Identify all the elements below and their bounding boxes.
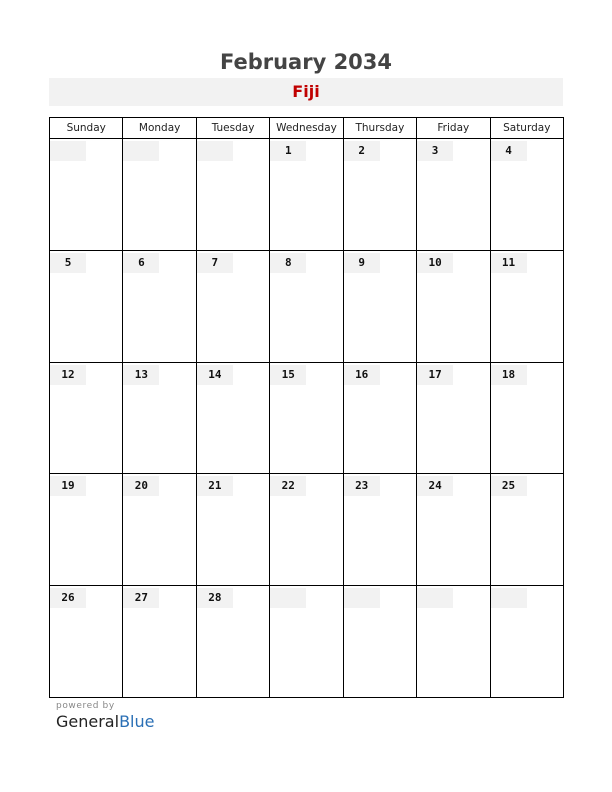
day-number: 11 xyxy=(491,253,527,273)
day-cell[interactable] xyxy=(123,250,196,362)
day-cell[interactable] xyxy=(50,474,123,586)
day-number: 22 xyxy=(270,476,306,496)
day-cell[interactable] xyxy=(343,474,416,586)
day-cell[interactable] xyxy=(50,250,123,362)
empty-day-box xyxy=(491,588,527,608)
day-cell[interactable] xyxy=(270,474,343,586)
day-cell[interactable] xyxy=(490,250,563,362)
day-cell[interactable] xyxy=(123,474,196,586)
weekday-friday: Friday xyxy=(417,118,490,139)
weekday-saturday: Saturday xyxy=(490,118,563,139)
day-number: 24 xyxy=(417,476,453,496)
day-number: 13 xyxy=(123,365,159,385)
day-number: 8 xyxy=(270,253,306,273)
day-number: 2 xyxy=(344,141,380,161)
weekday-thursday: Thursday xyxy=(343,118,416,139)
country-name: Fiji xyxy=(292,82,320,101)
day-number: 25 xyxy=(491,476,527,496)
day-cell[interactable] xyxy=(490,362,563,474)
day-cell[interactable] xyxy=(490,474,563,586)
day-cell[interactable] xyxy=(50,139,123,251)
day-cell[interactable] xyxy=(123,139,196,251)
week-row xyxy=(50,139,564,251)
day-number: 14 xyxy=(197,365,233,385)
day-cell[interactable] xyxy=(196,362,269,474)
day-cell[interactable] xyxy=(196,586,269,698)
day-cell[interactable] xyxy=(417,139,490,251)
empty-day-box xyxy=(417,588,453,608)
empty-day-box xyxy=(344,588,380,608)
day-number: 26 xyxy=(50,588,86,608)
weekday-header-row xyxy=(50,118,564,139)
day-number: 12 xyxy=(50,365,86,385)
empty-day-box xyxy=(197,141,233,161)
day-number: 19 xyxy=(50,476,86,496)
day-cell[interactable] xyxy=(270,139,343,251)
week-row xyxy=(50,362,564,474)
day-cell[interactable] xyxy=(417,474,490,586)
day-cell[interactable] xyxy=(417,586,490,698)
calendar-grid xyxy=(49,117,564,698)
weekday-wednesday: Wednesday xyxy=(270,118,343,139)
day-cell[interactable] xyxy=(270,250,343,362)
day-number: 27 xyxy=(123,588,159,608)
day-cell[interactable] xyxy=(343,139,416,251)
day-number: 4 xyxy=(491,141,527,161)
week-row xyxy=(50,586,564,698)
day-number: 17 xyxy=(417,365,453,385)
day-cell[interactable] xyxy=(270,586,343,698)
day-number: 1 xyxy=(270,141,306,161)
day-number: 15 xyxy=(270,365,306,385)
brand-logo[interactable] xyxy=(56,712,256,732)
day-number: 20 xyxy=(123,476,159,496)
day-cell[interactable] xyxy=(196,139,269,251)
week-row xyxy=(50,474,564,586)
day-cell[interactable] xyxy=(417,250,490,362)
empty-day-box xyxy=(270,588,306,608)
footer-branding xyxy=(56,700,256,736)
day-cell[interactable] xyxy=(270,362,343,474)
day-cell[interactable] xyxy=(490,139,563,251)
empty-day-box xyxy=(50,141,86,161)
weekday-monday: Monday xyxy=(123,118,196,139)
day-cell[interactable] xyxy=(490,586,563,698)
day-number: 9 xyxy=(344,253,380,273)
day-number: 23 xyxy=(344,476,380,496)
day-cell[interactable] xyxy=(50,586,123,698)
day-cell[interactable] xyxy=(123,586,196,698)
day-number: 18 xyxy=(491,365,527,385)
day-number: 21 xyxy=(197,476,233,496)
day-number: 10 xyxy=(417,253,453,273)
weekday-tuesday: Tuesday xyxy=(196,118,269,139)
day-cell[interactable] xyxy=(417,362,490,474)
day-cell[interactable] xyxy=(343,250,416,362)
empty-day-box xyxy=(123,141,159,161)
brand-blue: Blue xyxy=(119,712,155,731)
calendar-body xyxy=(50,139,564,698)
country-banner xyxy=(49,78,563,106)
day-cell[interactable] xyxy=(196,250,269,362)
weekday-sunday: Sunday xyxy=(50,118,123,139)
day-cell[interactable] xyxy=(196,474,269,586)
day-cell[interactable] xyxy=(50,362,123,474)
day-number: 5 xyxy=(50,253,86,273)
day-cell[interactable] xyxy=(343,586,416,698)
brand-general: General xyxy=(56,712,120,731)
day-number: 7 xyxy=(197,253,233,273)
week-row xyxy=(50,250,564,362)
calendar-title: February 2034 xyxy=(219,50,393,74)
powered-by-label: powered by xyxy=(56,701,115,711)
day-number: 28 xyxy=(197,588,233,608)
day-number: 6 xyxy=(123,253,159,273)
day-cell[interactable] xyxy=(343,362,416,474)
day-cell[interactable] xyxy=(123,362,196,474)
day-number: 16 xyxy=(344,365,380,385)
day-number: 3 xyxy=(417,141,453,161)
